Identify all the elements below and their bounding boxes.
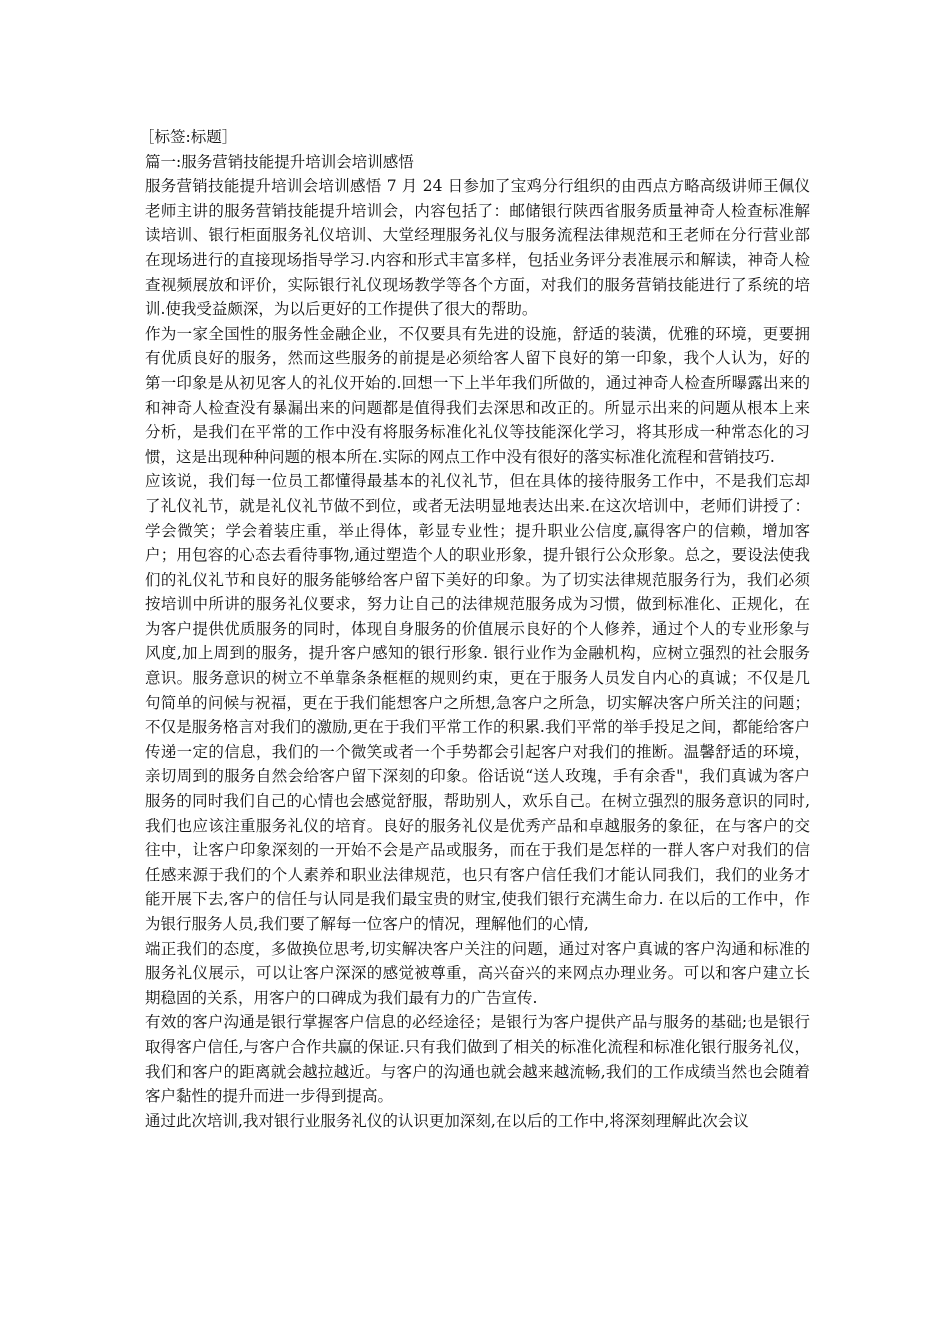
paragraph-4: 端正我们的态度，多做换位思考,切实解决客户关注的问题，通过对客户真诚的客户沟通和标准的服务礼仪展示，可以让客户深深的感觉被尊重，高兴奋兴的来网点办理业务。可以和客户建立长期稳固的关系，用客户的口碑成为我们最有力的广告宣传. <box>145 939 810 1007</box>
paragraph-1: 服务营销技能提升培训会培训感悟 7 月 24 日参加了宝鸡分行组织的由西点方略高级讲师王佩仪老师主讲的服务营销技能提升培训会，内容包括了：邮储银行陕西省服务质量神奇人检查标准解读培训、银行柜面服务礼仪培训、大堂经理服务礼仪与服务流程法律规范和王老师在分行营业部在现场进行的直接现场指导学习.内容和形式丰富多样，包括业务评分表准展示和解读，神奇人检查视频展放和评价，实际银行礼仪现场教学等各个方面，对我们的服务营销技能进行了系统的培训.使我受益颇深，为以后更好的工作提供了很大的帮助。 <box>145 177 810 319</box>
paragraph-6: 通过此次培训,我对银行业服务礼仪的认识更加深刻,在以后的工作中,将深刻理解此次会议 <box>145 1111 749 1130</box>
paragraph-2: 作为一家全国性的服务性金融企业，不仅要具有先进的设施，舒适的装潢，优雅的环境，更要拥有优质良好的服务，然而这些服务的前提是必须给客人留下良好的第一印象，我个人认为，好的第一印象是从初见客人的礼仪开始的.回想一下上半年我们所做的，通过神奇人检查所曝露出来的和神奇人检查没有暴漏出来的问题都是值得我们去深思和改正的。所显示出来的问题从根本上来分析，是我们在平常的工作中没有将服务标准化礼仪等技能深化学习，将其形成一种常态化的习惯，这是出现种种问题的根本所在.实际的网点工作中没有很好的落实标准化流程和营销技巧. <box>145 324 810 466</box>
paragraph-5: 有效的客户沟通是银行掌握客户信息的必经途径；是银行为客户提供产品与服务的基础;也是银行取得客户信任,与客户合作共赢的保证.只有我们做到了相关的标准化流程和标准化银行服务礼仪，我们和客户的距离就会越拉越近。与客户的沟通也就会越来越流畅,我们的工作成绩当然也会随着客户黏性的提升而进一步得到提高。 <box>145 1013 810 1106</box>
paragraph-3: 应该说，我们每一位员工都懂得最基本的礼仪礼节，但在具体的接待服务工作中，不是我们忘却了礼仪礼节，就是礼仪礼节做不到位，或者无法明显地表达出来.在这次培训中，老师们讲授了：学会微笑；学会着装庄重，举止得体，彰显专业性；提升职业公信度,赢得客户的信赖，增加客户；用包容的心态去看待事物,通过塑造个人的职业形象，提升银行公众形象。总之，要设法使我们的礼仪礼节和良好的服务能够给客户留下美好的印象。为了切实法律规范服务行为，我们必须按培训中所讲的服务礼仪要求，努力让自己的法律规范服务成为习惯，做到标准化、正规化，在为客户提供优质服务的同时，体现自身服务的价值展示良好的个人修养，通过个人的专业形象与风度,加上周到的服务，提升客户感知的银行形象. 银行业作为金融机构，应树立强烈的社会服务意识。服务意识的树立不单靠条条框框的规则约束，更在于服务人员发自内心的真诚；不仅是几句简单的问候与祝福，更在于我们能想客户之所想,急客户之所急，切实解决客户所关注的问题；不仅是服务格言对我们的激励,更在于我们平常工作的积累.我们平常的举手投足之间，都能给客户传递一定的信息，我们的一个微笑或者一个手势都会引起客户对我们的推断。温馨舒适的环境，亲切周到的服务自然会给客户留下深刻的印象。俗话说“送人玫瑰，手有余香"，我们真诚为客户服务的同时我们自己的心情也会感觉舒服，帮助别人，欢乐自己。在树立强烈的服务意识的同时,我们也应该注重服务礼仪的培育。良好的服务礼仪是优秀产品和卓越服务的象征，在与客户的交往中，让客户印象深刻的一开始不会是产品或服务，而在于我们是怎样的一群人客户对我们的信任感来源于我们的个人素养和职业法律规范，也只有客户信任我们才能认同我们，我们的业务才能开展下去,客户的信任与认同是我们最宝贵的财宝,使我们银行充满生命力. 在以后的工作中，作为银行服务人员,我们要了解每一位客户的情况，理解他们的心情, <box>145 472 810 933</box>
document-title: 篇一:服务营销技能提升培训会培训感悟 <box>145 152 414 171</box>
document-body <box>139 125 810 1133</box>
tag-line: ［标签:标题］ <box>139 128 238 146</box>
